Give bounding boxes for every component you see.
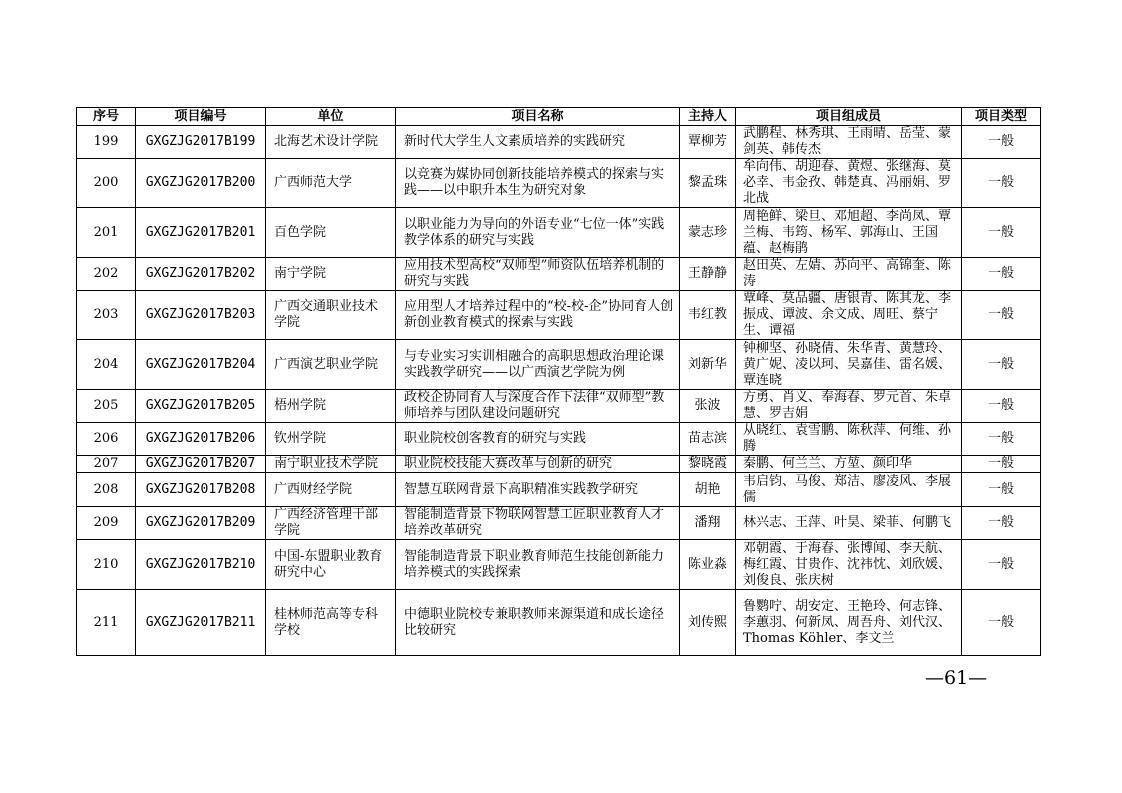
cell-host: 刘新华 [680,340,736,390]
cell-unit: 桂林师范高等专科学校 [266,590,396,656]
cell-type: 一般 [962,390,1041,423]
cell-no: 207 [77,456,136,473]
cell-no: 205 [77,390,136,423]
cell-code: GXGZJG2017B199 [136,126,266,159]
cell-members: 从晓红、袁雪鹏、陈秋萍、何维、孙腾 [736,423,962,456]
cell-unit: 北海艺术设计学院 [266,126,396,159]
cell-code: GXGZJG2017B204 [136,340,266,390]
cell-code: GXGZJG2017B210 [136,540,266,590]
header-host: 主持人 [680,108,736,126]
cell-host: 潘翔 [680,507,736,540]
cell-host: 陈业淼 [680,540,736,590]
cell-host: 王静静 [680,258,736,291]
cell-no: 209 [77,507,136,540]
table-row [77,507,1041,540]
cell-members: 牟向伟、胡迎春、黄煜、张继海、莫必幸、韦金孜、韩楚真、冯丽娟、罗北战 [736,159,962,208]
cell-type: 一般 [962,507,1041,540]
cell-host: 黎孟珠 [680,159,736,208]
cell-type: 一般 [962,258,1041,291]
cell-code: GXGZJG2017B202 [136,258,266,291]
cell-name: 智慧互联网背景下高职精准实践教学研究 [396,473,680,507]
header-unit: 单位 [266,108,396,126]
cell-host: 蒙志珍 [680,208,736,258]
cell-code: GXGZJG2017B203 [136,291,266,340]
cell-type: 一般 [962,423,1041,456]
cell-code: GXGZJG2017B206 [136,423,266,456]
header-name: 项目名称 [396,108,680,126]
cell-name: 以竞赛为媒协同创新技能培养模式的探索与实践——以中职升本生为研究对象 [396,159,680,208]
cell-host: 刘传熙 [680,590,736,656]
page-number: —61— [925,667,988,689]
table-row [77,540,1041,590]
cell-unit: 广西师范大学 [266,159,396,208]
cell-members: 韦启钧、马俊、郑洁、廖凌风、李展儒 [736,473,962,507]
cell-unit: 钦州学院 [266,423,396,456]
header-no: 序号 [77,108,136,126]
project-table [76,107,1041,656]
header-code: 项目编号 [136,108,266,126]
cell-members: 林兴志、王萍、叶昊、梁菲、何鹏飞 [736,507,962,540]
table-row [77,126,1041,159]
cell-members: 覃峰、莫品疆、唐银青、陈其龙、李振成、谭波、余文成、周旺、蔡宁生、谭福 [736,291,962,340]
cell-no: 199 [77,126,136,159]
cell-name: 应用技术型高校“双师型”师资队伍培养机制的研究与实践 [396,258,680,291]
table-row [77,423,1041,456]
cell-name: 政校企协同育人与深度合作下法律“双师型”教师培养与团队建设问题研究 [396,390,680,423]
cell-type: 一般 [962,291,1041,340]
table-row [77,208,1041,258]
cell-unit: 广西交通职业技术学院 [266,291,396,340]
cell-code: GXGZJG2017B201 [136,208,266,258]
cell-members: 鲁鹦咛、胡安定、王艳玲、何志锋、李蕙羽、何新凤、周吾舟、刘代汉、Thomas Köhler、李文兰 [736,590,962,656]
cell-host: 胡艳 [680,473,736,507]
cell-unit: 广西财经学院 [266,473,396,507]
table-row [77,340,1041,390]
cell-code: GXGZJG2017B200 [136,159,266,208]
cell-members: 邓朝霞、于海春、张博闻、李天航、梅红霞、甘贵作、沈祎忱、刘欣媛、刘俊良、张庆树 [736,540,962,590]
cell-type: 一般 [962,456,1041,473]
cell-host: 韦红教 [680,291,736,340]
table-row [77,258,1041,291]
cell-host: 张波 [680,390,736,423]
cell-code: GXGZJG2017B211 [136,590,266,656]
table-row [77,390,1041,423]
cell-name: 中德职业院校专兼职教师来源渠道和成长途径比较研究 [396,590,680,656]
cell-code: GXGZJG2017B205 [136,390,266,423]
cell-type: 一般 [962,126,1041,159]
table-row [77,159,1041,208]
cell-members: 赵田英、左婧、苏向平、高锦奎、陈涛 [736,258,962,291]
cell-name: 应用型人才培养过程中的“校-校-企”协同育人创新创业教育模式的探索与实践 [396,291,680,340]
cell-members: 周艳鲜、梁旦、邓旭超、李尚凤、覃兰梅、韦筠、杨军、郭海山、王国蕴、赵梅鹃 [736,208,962,258]
table-row [77,473,1041,507]
cell-unit: 百色学院 [266,208,396,258]
cell-name: 智能制造背景下职业教育师范生技能创新能力培养模式的实践探索 [396,540,680,590]
cell-members: 秦鹏、何兰兰、方堃、颜印华 [736,456,962,473]
cell-name: 以职业能力为导向的外语专业“七位一体”实践教学体系的研究与实践 [396,208,680,258]
cell-no: 203 [77,291,136,340]
cell-no: 202 [77,258,136,291]
header-type: 项目类型 [962,108,1041,126]
cell-type: 一般 [962,340,1041,390]
cell-no: 200 [77,159,136,208]
cell-code: GXGZJG2017B207 [136,456,266,473]
cell-no: 204 [77,340,136,390]
cell-no: 210 [77,540,136,590]
cell-no: 206 [77,423,136,456]
cell-type: 一般 [962,473,1041,507]
cell-members: 武鹏程、林秀琪、王雨晴、岳莹、蒙剑英、韩传杰 [736,126,962,159]
cell-no: 201 [77,208,136,258]
cell-host: 覃柳芳 [680,126,736,159]
cell-name: 新时代大学生人文素质培养的实践研究 [396,126,680,159]
cell-name: 职业院校技能大赛改革与创新的研究 [396,456,680,473]
cell-unit: 南宁职业技术学院 [266,456,396,473]
cell-type: 一般 [962,590,1041,656]
cell-unit: 广西演艺职业学院 [266,340,396,390]
cell-name: 智能制造背景下物联网智慧工匠职业教育人才培养改革研究 [396,507,680,540]
cell-type: 一般 [962,540,1041,590]
cell-unit: 南宁学院 [266,258,396,291]
cell-no: 211 [77,590,136,656]
table-row [77,590,1041,656]
cell-unit: 中国-东盟职业教育研究中心 [266,540,396,590]
table-row [77,456,1041,473]
table-row [77,291,1041,340]
header-members: 项目组成员 [736,108,962,126]
cell-no: 208 [77,473,136,507]
cell-unit: 广西经济管理干部学院 [266,507,396,540]
cell-name: 与专业实习实训相融合的高职思想政治理论课实践教学研究——以广西演艺学院为例 [396,340,680,390]
cell-unit: 梧州学院 [266,390,396,423]
cell-members: 钟柳坚、孙晓倩、朱华青、黄慧玲、黄广妮、凌以珂、吴嘉佳、雷名媛、覃连晓 [736,340,962,390]
cell-code: GXGZJG2017B209 [136,507,266,540]
cell-code: GXGZJG2017B208 [136,473,266,507]
cell-host: 黎晓霞 [680,456,736,473]
cell-host: 苗志滨 [680,423,736,456]
cell-type: 一般 [962,208,1041,258]
table-header-row [77,108,1041,126]
cell-name: 职业院校创客教育的研究与实践 [396,423,680,456]
cell-members: 方勇、肖义、奉海春、罗元首、朱卓慧、罗吉娟 [736,390,962,423]
cell-type: 一般 [962,159,1041,208]
